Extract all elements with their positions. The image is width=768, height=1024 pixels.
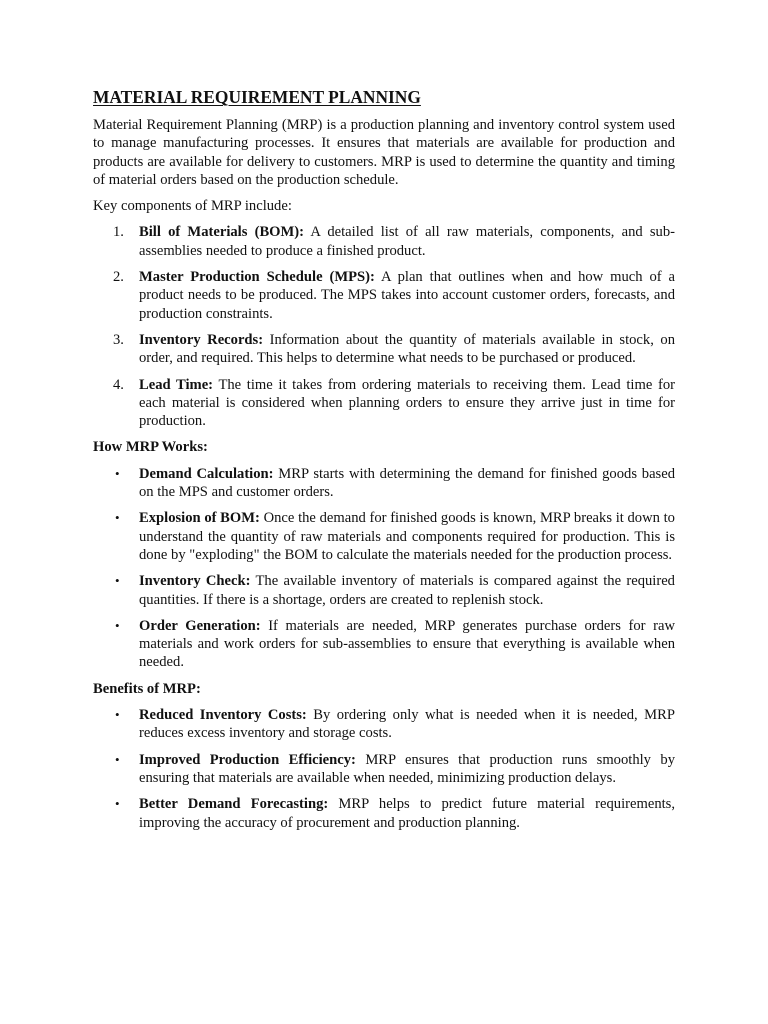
term-label: Master Production Schedule (MPS): bbox=[139, 269, 375, 286]
benefits-heading: Benefits of MRP: bbox=[93, 680, 201, 697]
list-item bbox=[93, 751, 675, 788]
term-description: The time it takes from ordering materials to receiving them. Lead time for each material is considered when planning orders to ensure they arrive just in time for production. bbox=[139, 376, 675, 430]
list-item bbox=[93, 617, 675, 672]
term-description: The available inventory of materials is compared against the required quantities. If there is a shortage, orders are created to replenish stock. bbox=[139, 573, 675, 608]
components-intro: Key components of MRP include: bbox=[93, 198, 292, 215]
term-label: Reduced Inventory Costs: bbox=[139, 707, 307, 724]
bullet-icon: • bbox=[115, 796, 120, 812]
term-label: Inventory Check: bbox=[139, 573, 251, 590]
list-item-text bbox=[139, 751, 675, 788]
intro-paragraph: Material Requirement Planning (MRP) is a production planning and inventory control system used to manage manufacturing processes. It ensures that materials are available for production and products are available for delivery to customers. MRP is used to determine the quantity and timing of material orders based on the production schedule. bbox=[93, 117, 675, 188]
list-item bbox=[93, 331, 675, 368]
list-item bbox=[93, 223, 675, 260]
list-number: 1. bbox=[113, 224, 124, 241]
list-item-text bbox=[139, 223, 675, 260]
list-item-text bbox=[139, 509, 675, 564]
list-item bbox=[93, 509, 675, 564]
term-description: Once the demand for finished goods is known, MRP breaks it down to understand the quantity of raw materials and components required for production. This is done by "exploding" the BOM to calculate the materials needed for the production process. bbox=[139, 510, 675, 563]
term-description: Information about the quantity of materials available in stock, on order, and required. This helps to determine what needs to be purchased or produced. bbox=[139, 331, 675, 367]
list-item-text bbox=[139, 465, 675, 502]
document-body bbox=[93, 86, 675, 840]
list-item-text bbox=[139, 795, 675, 832]
list-item bbox=[93, 572, 675, 609]
components-list bbox=[93, 223, 675, 430]
term-description: MRP starts with determining the demand for finished goods based on the MPS and customer orders. bbox=[139, 465, 675, 501]
document-title: MATERIAL REQUIREMENT PLANNING bbox=[93, 87, 421, 107]
list-item-text bbox=[139, 331, 675, 368]
benefits-list bbox=[93, 706, 675, 832]
list-item-text bbox=[139, 617, 675, 672]
bullet-icon: • bbox=[115, 707, 120, 723]
bullet-icon: • bbox=[115, 465, 120, 481]
bullet-icon: • bbox=[115, 751, 120, 767]
term-label: Lead Time: bbox=[139, 376, 214, 393]
term-label: Demand Calculation: bbox=[139, 465, 274, 482]
list-number: 4. bbox=[113, 376, 124, 393]
term-description: MRP helps to predict future material requirements, improving the accuracy of procurement and production planning. bbox=[139, 796, 675, 831]
bullet-icon: • bbox=[115, 573, 120, 589]
term-label: Better Demand Forecasting: bbox=[139, 796, 329, 813]
term-description: MRP ensures that production runs smoothly by ensuring that materials are available when needed, minimizing production delays. bbox=[139, 751, 675, 786]
term-description: A plan that outlines when and how much of a product needs to be produced. The MPS takes into account customer orders, forecasts, and production constraints. bbox=[139, 269, 675, 322]
term-description: A detailed list of all raw materials, components, and sub-assemblies needed to produce a finished product. bbox=[139, 224, 675, 259]
list-item bbox=[93, 376, 675, 431]
term-label: Explosion of BOM: bbox=[139, 510, 260, 527]
how-mrp-works-list bbox=[93, 465, 675, 672]
list-item bbox=[93, 268, 675, 323]
bullet-icon: • bbox=[115, 617, 120, 633]
list-number: 3. bbox=[113, 331, 124, 348]
list-item bbox=[93, 706, 675, 743]
list-item-text bbox=[139, 268, 675, 323]
bullet-icon: • bbox=[115, 510, 120, 526]
how-mrp-works-heading: How MRP Works: bbox=[93, 439, 208, 456]
list-item-text bbox=[139, 572, 675, 609]
term-label: Bill of Materials (BOM): bbox=[139, 224, 305, 241]
list-item bbox=[93, 795, 675, 832]
list-item-text bbox=[139, 376, 675, 431]
list-item bbox=[93, 465, 675, 502]
list-number: 2. bbox=[113, 269, 124, 286]
term-description: By ordering only what is needed when it is needed, MRP reduces excess inventory and storage costs. bbox=[139, 707, 675, 742]
term-label: Order Generation: bbox=[139, 617, 261, 634]
list-item-text bbox=[139, 706, 675, 743]
term-label: Inventory Records: bbox=[139, 331, 264, 348]
term-label: Improved Production Efficiency: bbox=[139, 751, 356, 768]
term-description: If materials are needed, MRP generates purchase orders for raw materials and work orders for sub-assemblies to ensure that everything is available when needed. bbox=[139, 617, 675, 671]
